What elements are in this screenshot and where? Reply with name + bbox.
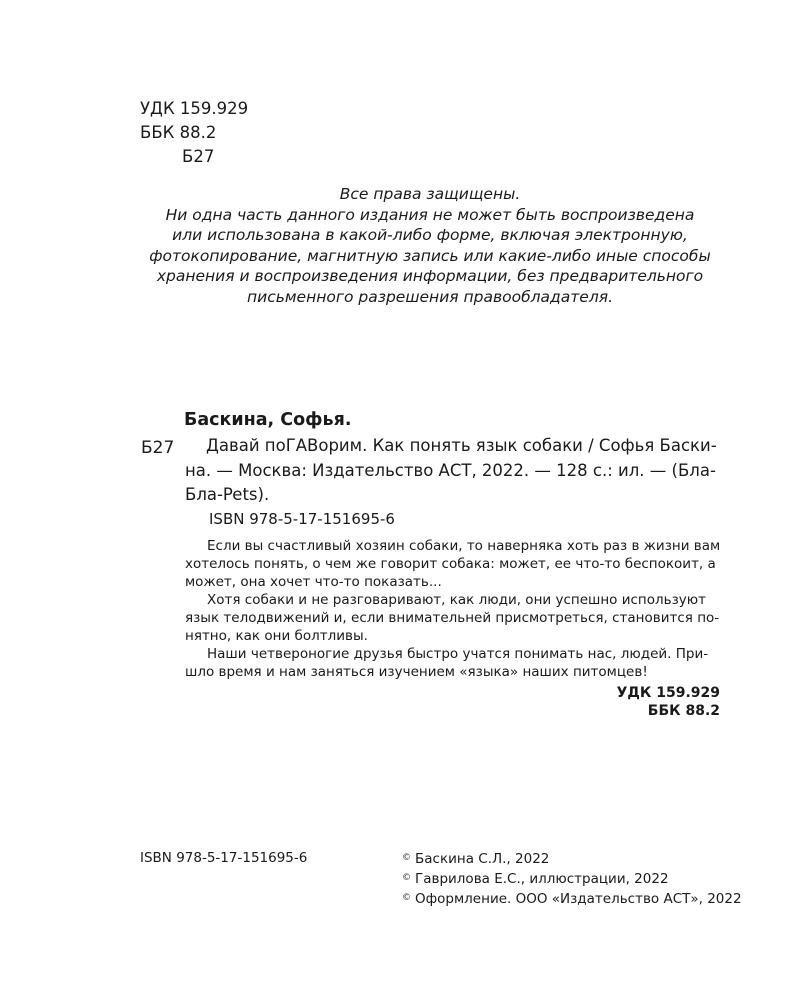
catalog-author: Баскина, Софья. bbox=[184, 410, 352, 430]
classification-right bbox=[617, 684, 720, 720]
copyright-text: Гаврилова Е.С., иллюстрации, 2022 bbox=[415, 871, 669, 887]
copyright-line bbox=[402, 889, 742, 909]
rights-line: хранения и воспроизведения информации, без предварительного bbox=[156, 267, 704, 285]
copyright-icon: © bbox=[402, 893, 411, 903]
annotation-line bbox=[185, 591, 721, 609]
copyright-block bbox=[402, 849, 742, 909]
copyright-line bbox=[402, 849, 742, 869]
bbk-code: ББК 88.2 bbox=[140, 123, 217, 142]
annotation-text: Хотя собаки и не разговаривают, как люди, они успешно используют bbox=[207, 592, 706, 608]
rights-line: или использована в какой-либо форме, включая электронную, bbox=[172, 226, 688, 244]
rights-line: фотокопирование, магнитную запись или какие-либо иные способы bbox=[149, 246, 711, 265]
catalog-author-mark: Б27 bbox=[141, 438, 175, 458]
rights-line: письменного разрешения правообладателя. bbox=[246, 287, 613, 306]
bbk-code-right: ББК 88.2 bbox=[647, 703, 720, 719]
catalog-title-line: Давай поГАВорим. Как понять язык собаки / Софья Баски- bbox=[206, 436, 717, 455]
annotation bbox=[185, 537, 721, 681]
udk-code-right: УДК 159.929 bbox=[616, 685, 720, 701]
classification-codes bbox=[140, 97, 248, 169]
catalog-title-line: Бла-Pets). bbox=[185, 485, 270, 504]
rights-line: Ни одна часть данного издания не может быть воспроизведена bbox=[165, 205, 695, 224]
annotation-text: язык телодвижений и, если внимательней присмотреться, становится по- bbox=[185, 610, 720, 626]
copyright-icon: © bbox=[402, 873, 411, 883]
catalog-isbn: ISBN 978-5-17-151695-6 bbox=[209, 510, 395, 528]
footer-isbn: ISBN 978-5-17-151695-6 bbox=[140, 850, 308, 866]
annotation-text: хотелось понять, о чем же говорит собака: может, ее что-то беспокоит, а bbox=[185, 556, 716, 572]
annotation-line bbox=[185, 573, 721, 591]
annotation-text: Наши четвероногие друзья быстро учатся понимать нас, людей. При- bbox=[207, 646, 709, 662]
copyright-line bbox=[402, 869, 742, 889]
copyright-text: Оформление. ООО «Издательство АСТ», 2022 bbox=[415, 891, 742, 907]
annotation-line bbox=[185, 555, 721, 573]
rights-notice bbox=[140, 184, 720, 307]
annotation-line bbox=[185, 537, 721, 555]
annotation-line bbox=[185, 609, 721, 627]
annotation-line bbox=[185, 645, 721, 663]
annotation-line bbox=[185, 663, 721, 681]
catalog-title-line: на. — Москва: Издательство АСТ, 2022. — 128 с.: ил. — (Бла- bbox=[185, 461, 716, 480]
udk-code: УДК 159.929 bbox=[140, 99, 249, 118]
rights-line: Все права защищены. bbox=[339, 185, 521, 203]
annotation-line bbox=[185, 627, 721, 645]
annotation-text: нятно, как они болтливы. bbox=[185, 628, 368, 644]
annotation-text: может, она хочет что-то показать... bbox=[185, 574, 442, 590]
copyright-text: Баскина С.Л., 2022 bbox=[415, 851, 550, 867]
annotation-text: шло время и нам заняться изучением «языка» наших питомцев! bbox=[185, 664, 648, 680]
copyright-icon: © bbox=[402, 853, 411, 863]
annotation-text: Если вы счастливый хозяин собаки, то наверняка хоть раз в жизни вам bbox=[207, 538, 721, 554]
author-mark: Б27 bbox=[182, 147, 215, 166]
